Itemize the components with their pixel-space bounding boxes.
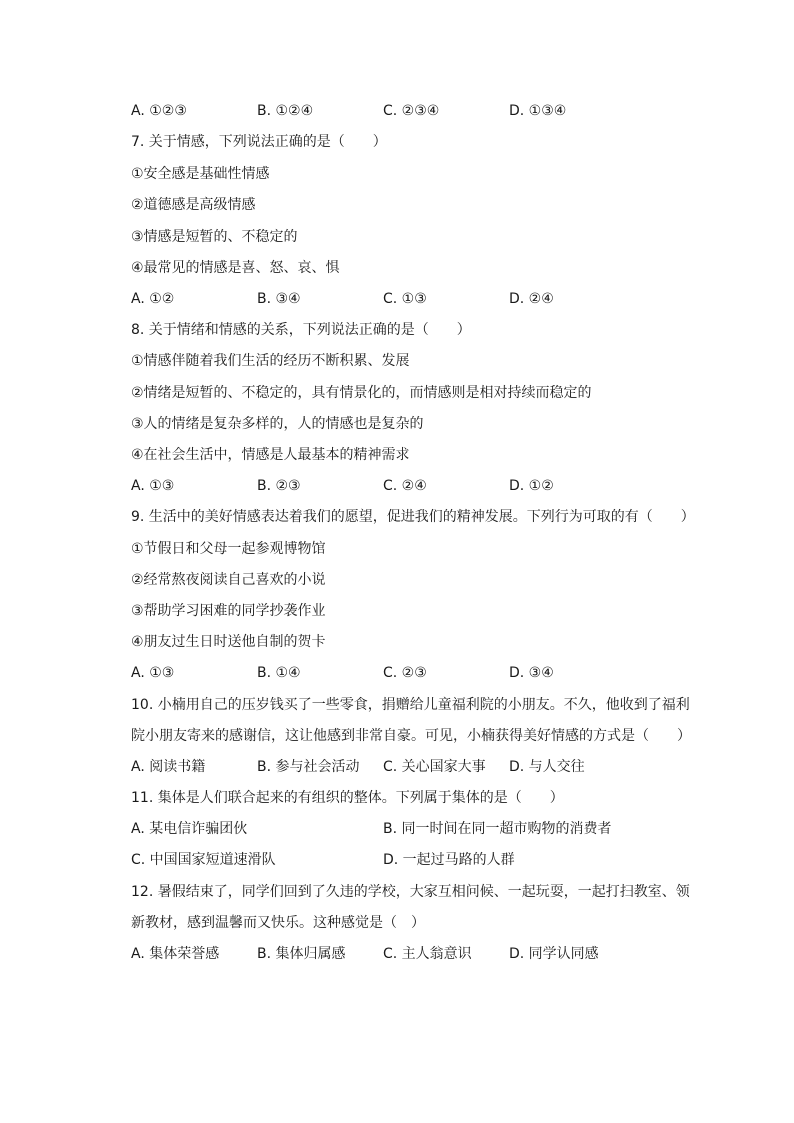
q11-stem: 11. 集体是人们联合起来的有组织的整体。下列属于集体的是（ ）: [131, 790, 564, 806]
q9-option-c: C. ②③: [383, 665, 427, 681]
q8-item-3: ③人的情绪是复杂多样的，人的情感也是复杂的: [131, 416, 424, 432]
q9-option-d: D. ③④: [509, 665, 554, 681]
q9-item-4: ④朋友过生日时送他自制的贺卡: [131, 634, 326, 650]
q10-option-a: A. 阅读书籍: [131, 759, 206, 775]
q10-stem-line-1: 10. 小楠用自己的压岁钱买了一些零食，捐赠给儿童福利院的小朋友。不久，他收到了福利: [131, 697, 690, 713]
q7-item-1: ①安全感是基础性情感: [131, 166, 270, 182]
q8-stem: 8. 关于情绪和情感的关系，下列说法正确的是（ ）: [131, 322, 471, 338]
q8-option-c: C. ②④: [383, 478, 427, 494]
q12-option-d: D. 同学认同感: [509, 946, 599, 962]
q10-option-c: C. 关心国家大事: [383, 759, 486, 775]
q12-option-a: A. 集体荣誉感: [131, 946, 220, 962]
q6-option-c: C. ②③④: [383, 103, 440, 119]
q11-option-b: B. 同一时间在同一超市购物的消费者: [383, 821, 612, 837]
q11-option-a: A. 某电信诈骗团伙: [131, 821, 248, 837]
q10-option-d: D. 与人交往: [509, 759, 585, 775]
q12-option-c: C. 主人翁意识: [383, 946, 472, 962]
q9-item-2: ②经常熬夜阅读自己喜欢的小说: [131, 572, 326, 588]
q7-item-4: ④最常见的情感是喜、怒、哀、惧: [131, 260, 340, 276]
q12-option-b: B. 集体归属感: [257, 946, 346, 962]
q9-option-b: B. ①④: [257, 665, 301, 681]
q9-stem: 9. 生活中的美好情感表达着我们的愿望，促进我们的精神发展。下列行为可取的有（ ）: [131, 509, 695, 525]
q7-option-d: D. ②④: [509, 291, 554, 307]
q8-item-2: ②情绪是短暂的、不稳定的，具有情景化的，而情感则是相对持续而稳定的: [131, 385, 592, 401]
q8-option-d: D. ①②: [509, 478, 554, 494]
q9-item-3: ③帮助学习困难的同学抄袭作业: [131, 603, 326, 619]
q8-item-4: ④在社会生活中，情感是人最基本的精神需求: [131, 447, 410, 463]
q9-option-a: A. ①③: [131, 665, 175, 681]
q7-option-b: B. ③④: [257, 291, 301, 307]
q11-option-d: D. 一起过马路的人群: [383, 852, 515, 868]
q7-item-3: ③情感是短暂的、不稳定的: [131, 229, 298, 245]
q7-stem: 7. 关于情感，下列说法正确的是（ ）: [131, 134, 387, 150]
q7-option-c: C. ①③: [383, 291, 427, 307]
q8-option-a: A. ①③: [131, 478, 175, 494]
q7-item-2: ②道德感是高级情感: [131, 197, 256, 213]
q12-stem-line-1: 12. 暑假结束了，同学们回到了久违的学校，大家互相问候、一起玩耍，一起打扫教室、领: [131, 884, 690, 900]
q6-option-a: A. ①②③: [131, 103, 187, 119]
q10-stem-line-2: 院小朋友寄来的感谢信，这让他感到非常自豪。可见，小楠获得美好情感的方式是（ ）: [131, 728, 691, 744]
q10-option-b: B. 参与社会活动: [257, 759, 360, 775]
q9-item-1: ①节假日和父母一起参观博物馆: [131, 541, 326, 557]
q6-option-d: D. ①③④: [509, 103, 567, 119]
q7-option-a: A. ①②: [131, 291, 175, 307]
q8-option-b: B. ②③: [257, 478, 301, 494]
q6-option-b: B. ①②④: [257, 103, 314, 119]
q11-option-c: C. 中国国家短道速滑队: [131, 852, 276, 868]
q8-item-1: ①情感伴随着我们生活的经历不断积累、发展: [131, 353, 410, 369]
q12-stem-line-2: 新教材，感到温馨而又快乐。这种感觉是（ ）: [131, 915, 425, 931]
